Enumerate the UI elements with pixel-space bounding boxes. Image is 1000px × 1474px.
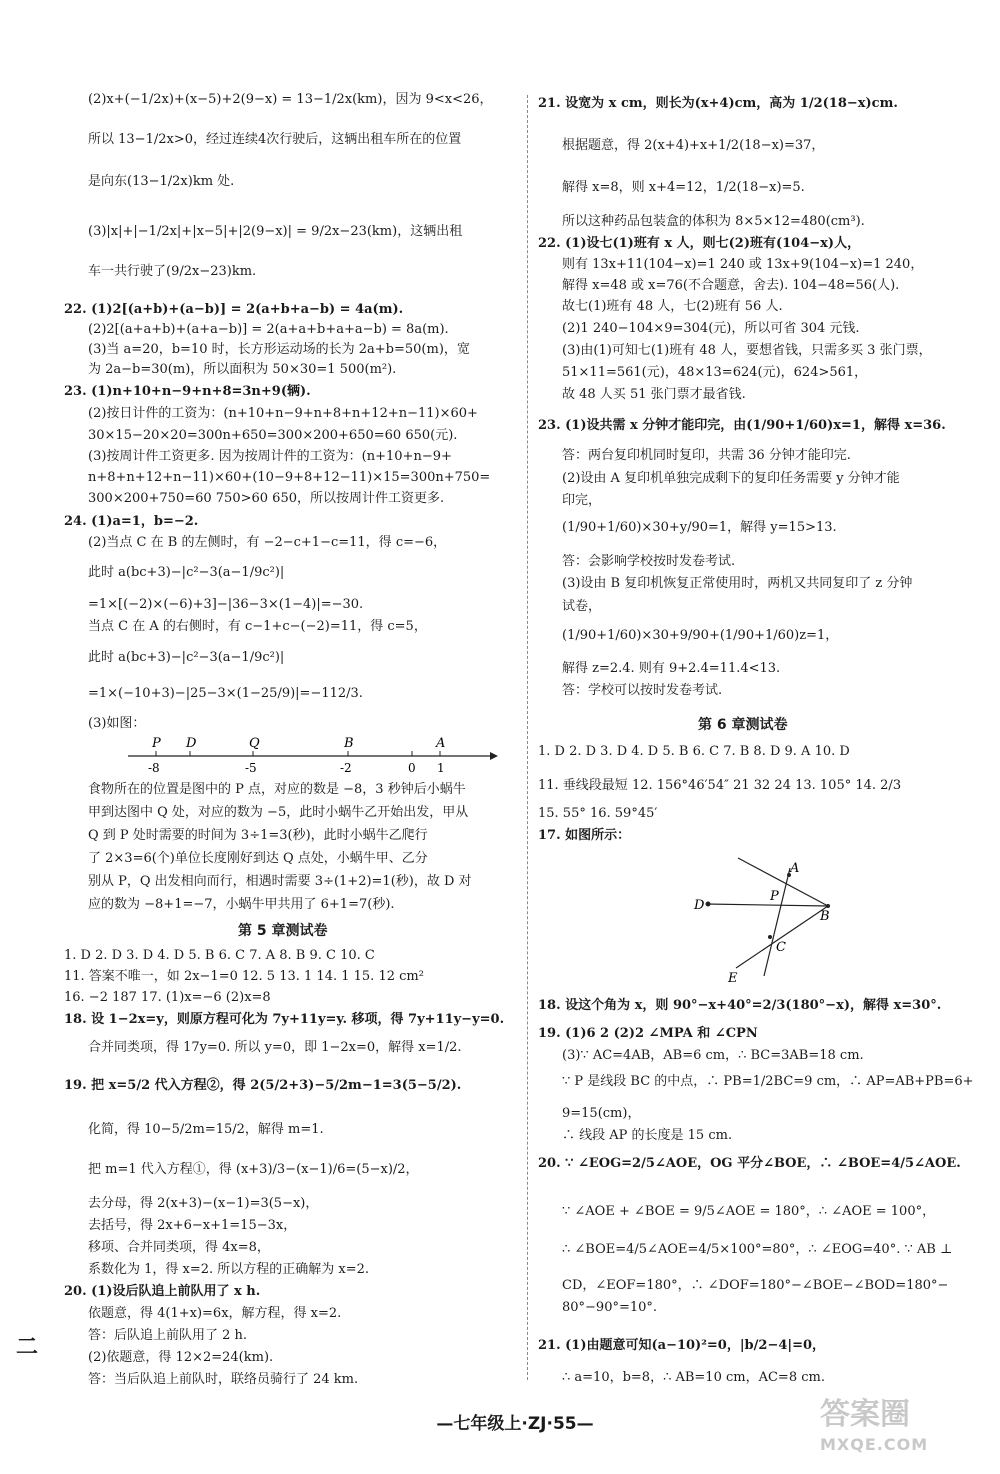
text-line: 去括号，得 2x+6−x+1=15−3x， (88, 1218, 297, 1233)
figure-label: B (820, 909, 830, 924)
margin-mark: 二 (16, 1335, 39, 1360)
point-label: D (186, 736, 197, 751)
text-line: (1/90+1/60)×30+y/90=1，解得 y=15>13. (562, 520, 837, 535)
text-line: n+8+n+12+n−11)×60+(10−9+8+12−11)×15=300n+750= (88, 470, 491, 485)
text-line: 解得 z=2.4. 则有 9+2.4=11.4<13. (562, 661, 781, 676)
text-line: 所以 13−1/2x>0，经过连续4次行驶后，这辆出租车所在的位置 (88, 132, 462, 147)
text-line: 试卷， (562, 599, 602, 614)
question-21b: 21. (1)由题意可知(a−10)²=0，|b/2−4|=0， (538, 1338, 826, 1353)
text-line: 此时 a(bc+3)−|c²−3(a−1/9c²)| (88, 650, 285, 665)
tick-label: -5 (245, 761, 257, 775)
text-line: ∵ P 是线段 BC 的中点，∴ PB=1/2BC=9 cm，∴ AP=AB+PB=6+ (562, 1074, 974, 1089)
text-line: 解得 x=8，则 x+4=12，1/2(18−x)=5. (562, 180, 805, 195)
text-line: 把 m=1 代入方程①，得 (x+3)/3−(x−1)/6=(5−x)/2， (88, 1162, 419, 1177)
watermark-logo (820, 1397, 980, 1470)
text-line: ∴ ∠BOE=4/5∠AOE=4/5×100°=80°，∴ ∠EOG=40°. ∵ AB ⊥ (562, 1242, 953, 1257)
text-line: =1×[(−2)×(−6)+3]−|36−3×(1−4)|=−30. (88, 597, 364, 612)
point-label: B (344, 736, 354, 751)
text-line: Q 到 P 处时需要的时间为 3÷1=3(秒)，此时小蜗牛乙爬行 (88, 828, 428, 843)
column-divider (527, 95, 528, 1380)
text-line: 食物所在的位置是图中的 P 点，对应的数是 −8，3 秒钟后小蜗牛 (88, 782, 466, 797)
text-line: ∴ 线段 AP 的长度是 15 cm. (562, 1128, 733, 1143)
figure-label: A (790, 861, 800, 876)
question-17: 17. 如图所示： (538, 828, 631, 843)
answer-row: 16. −2 187 17. (1)x=−6 (2)x=8 (64, 990, 271, 1005)
question-20: 20. (1)设后队追上前队用了 x h. (64, 1284, 261, 1299)
text-line: (3)由(1)可知七(1)班有 48 人，要想省钱，只需多买 3 张门票， (562, 343, 932, 358)
tick-label: -8 (148, 761, 160, 775)
text-line: CD，∠EOF=180°，∴ ∠DOF=180°−∠BOE−∠BOD=180°− (562, 1278, 949, 1293)
question-18: 18. 设这个角为 x，则 90°−x+40°=2/3(180°−x)，解得 x=30°. (538, 998, 942, 1013)
answer-row: 15. 55° 16. 59°45′ (538, 806, 658, 821)
text-line: (1/90+1/60)×30+9/90+(1/90+1/60)z=1， (562, 628, 839, 643)
text-line: 合并同类项，得 17y=0. 所以 y=0，即 1−2x=0，解得 x=1/2. (88, 1040, 462, 1055)
question-20: 20. ∵ ∠EOG=2/5∠AOE，OG 平分∠BOE，∴ ∠BOE=4/5∠AOE. (538, 1156, 961, 1171)
text-line: 51×11=561(元)，48×13=624(元)，624>561， (562, 365, 868, 380)
text-line: 答：当后队追上前队时，联络员骑行了 24 km. (88, 1372, 359, 1387)
question-24: 24. (1)a=1，b=−2. (64, 514, 199, 529)
text-line: 是向东(13−1/2x)km 处. (88, 174, 235, 189)
text-line: 此时 a(bc+3)−|c²−3(a−1/9c²)| (88, 565, 285, 580)
text-line: 依题意，得 4(1+x)=6x，解方程，得 x=2. (88, 1306, 342, 1321)
question-23: 23. (1)设共需 x 分钟才能印完，由(1/90+1/60)x=1，解得 x=36. (538, 418, 946, 433)
text-line: 应的数为 −8+1=−7，小蜗牛甲共用了 6+1=7(秒). (88, 897, 395, 912)
text-line: 答：后队追上前队用了 2 h. (88, 1328, 248, 1343)
figure-label: P (770, 889, 779, 904)
text-line: (3)设由 B 复印机恢复正常使用时，两机又共同复印了 z 分钟 (562, 576, 913, 591)
text-line: (2)设由 A 复印机单独完成剩下的复印任务需要 y 分钟才能 (562, 471, 900, 486)
text-line: 80°−90°=10°. (562, 1300, 658, 1315)
text-line: (3)当 a=20，b=10 时，长方形运动场的长为 2a+b=50(m)，宽 (88, 342, 470, 357)
text-line: 当点 C 在 A 的右侧时，有 c−1+c−(−2)=11，得 c=5， (88, 619, 427, 634)
figure-label: C (776, 940, 786, 955)
watermark-main: 答案圈 (820, 1397, 910, 1432)
question-19: 19. 把 x=5/2 代入方程②，得 2(5/2+3)−5/2m−1=3(5−5/2). (64, 1078, 462, 1093)
watermark-sub: MXQE.COM (820, 1435, 929, 1454)
point-label: P (152, 736, 161, 751)
text-line: (2)2[(a+a+b)+(a+a−b)] = 2(a+a+b+a+a−b) = 8a(m). (88, 322, 449, 337)
answer-row: 11. 垂线段最短 12. 156°46′54″ 21 32 24 13. 105° 14. 2/3 (538, 778, 902, 793)
text-line: (3)按周计件工资更多. 因为按周计件的工资为：(n+10+n−9+ (88, 449, 452, 464)
number-line-figure (128, 734, 498, 780)
text-line: =1×(−10+3)−|25−3×(1−25/9)|=−112/3. (88, 686, 363, 701)
text-line: 故七(1)班有 48 人，七(2)班有 56 人. (562, 299, 783, 314)
text-line: 印完， (562, 493, 602, 508)
text-line: ∵ ∠AOE + ∠BOE = 9/5∠AOE = 180°，∴ ∠AOE = 100°， (562, 1204, 936, 1219)
text-line: 了 2×3=6(个)单位长度刚好到达 Q 点处，小蜗牛甲、乙分 (88, 851, 428, 866)
text-line: 根据题意，得 2(x+4)+x+1/2(18−x)=37， (562, 138, 825, 153)
text-line: 300×200+750=60 750>60 650，所以按周计件工资更多. (88, 491, 445, 506)
text-line: 9=15(cm)， (562, 1106, 641, 1121)
point-label: A (436, 736, 446, 751)
text-line: (2)当点 C 在 B 的左侧时，有 −2−c+1−c=11，得 c=−6， (88, 535, 447, 550)
text-line: 解得 x=48 或 x=76(不合题意，舍去). 104−48=56(人). (562, 278, 900, 293)
text-line: 化简，得 10−5/2m=15/2，解得 m=1. (88, 1122, 324, 1137)
point-label: Q (249, 736, 260, 751)
tick-label: 1 (437, 761, 445, 775)
text-line: 答：学校可以按时发卷考试. (562, 683, 723, 698)
text-line: 去分母，得 2(x+3)−(x−1)=3(5−x)， (88, 1196, 319, 1211)
text-line: 所以这种药品包装盒的体积为 8×5×12=480(cm³). (562, 214, 865, 229)
text-line: 系数化为 1，得 x=2. 所以方程的正确解为 x=2. (88, 1262, 370, 1277)
text-line: (2)1 240−104×9=304(元)，所以可省 304 元钱. (562, 321, 860, 336)
text-line: 甲到达图中 Q 处，对应的数为 −5，此时小蜗牛乙开始出发，甲从 (88, 805, 469, 820)
text-line: 移项、合并同类项，得 4x=8， (88, 1240, 270, 1255)
question-23: 23. (1)n+10+n−9+n+8=3n+9(辆). (64, 384, 311, 399)
section-title-ch5: 第 5 章测试卷 (238, 923, 328, 939)
text-line: 别从 P，Q 出发相向而行，相遇时需要 3÷(1+2)=1(秒)，故 D 对 (88, 874, 472, 889)
figure-label: E (728, 971, 738, 986)
question-22: 22. (1)2[(a+b)+(a−b)] = 2(a+b+a−b) = 4a(m). (64, 302, 404, 317)
geometry-figure (694, 848, 838, 986)
question-18: 18. 设 1−2x=y，则原方程可化为 7y+11y=y. 移项，得 7y+11y−y=0. (64, 1012, 505, 1027)
text-line: (3)|x|+|−1/2x|+|x−5|+|2(9−x)| = 9/2x−23(km)，这辆出租 (88, 224, 463, 239)
text-line: 30×15−20×20=300n+650=300×200+650=60 650(元). (88, 428, 458, 443)
answer-row: 1. D 2. D 3. D 4. D 5. B 6. C 7. B 8. D 9. A 10. D (538, 744, 850, 759)
text-line: (2)按日计件的工资为：(n+10+n−9+n+8+n+12+n−11)×60+ (88, 406, 478, 421)
text-line: (3)如图： (88, 716, 146, 731)
text-line: (3)∵ AC=4AB，AB=6 cm，∴ BC=3AB=18 cm. (562, 1048, 864, 1063)
section-title-ch6: 第 6 章测试卷 (698, 717, 788, 733)
text-line: 故 48 人买 51 张门票才最省钱. (562, 387, 746, 402)
question-19: 19. (1)6 2 (2)2 ∠MPA 和 ∠CPN (538, 1026, 758, 1041)
answer-row: 11. 答案不唯一，如 2x−1=0 12. 5 13. 1 14. 1 15. 12 cm² (64, 969, 424, 984)
text-line: 车一共行驶了(9/2x−23)km. (88, 264, 257, 279)
page-footer: —七年级上·ZJ·55— (436, 1414, 594, 1434)
question-22: 22. (1)设七(1)班有 x 人，则七(2)班有(104−x)人， (538, 236, 861, 251)
text-line: (2)依题意，得 12×2=24(km). (88, 1350, 274, 1365)
text-line: 为 2a−b=30(m)，所以面积为 50×30=1 500(m²). (88, 362, 397, 377)
text-line: 答：会影响学校按时发卷考试. (562, 554, 736, 569)
text-line: 则有 13x+11(104−x)=1 240 或 13x+9(104−x)=1 240， (562, 257, 924, 272)
text-line: (2)x+(−1/2x)+(x−5)+2(9−x) = 13−1/2x(km)，因为 9<x<26， (88, 92, 493, 107)
text-line: ∴ a=10，b=8，∴ AB=10 cm，AC=8 cm. (562, 1370, 825, 1385)
question-21: 21. 设宽为 x cm，则长为(x+4)cm，高为 1/2(18−x)cm. (538, 96, 898, 111)
answer-row: 1. D 2. D 3. D 4. D 5. B 6. C 7. A 8. B 9. C 10. C (64, 948, 375, 963)
text-line: 答：两台复印机同时复印，共需 36 分钟才能印完. (562, 448, 851, 463)
tick-label: 0 (408, 761, 416, 775)
figure-label: D (694, 898, 705, 913)
tick-label: -2 (340, 761, 352, 775)
